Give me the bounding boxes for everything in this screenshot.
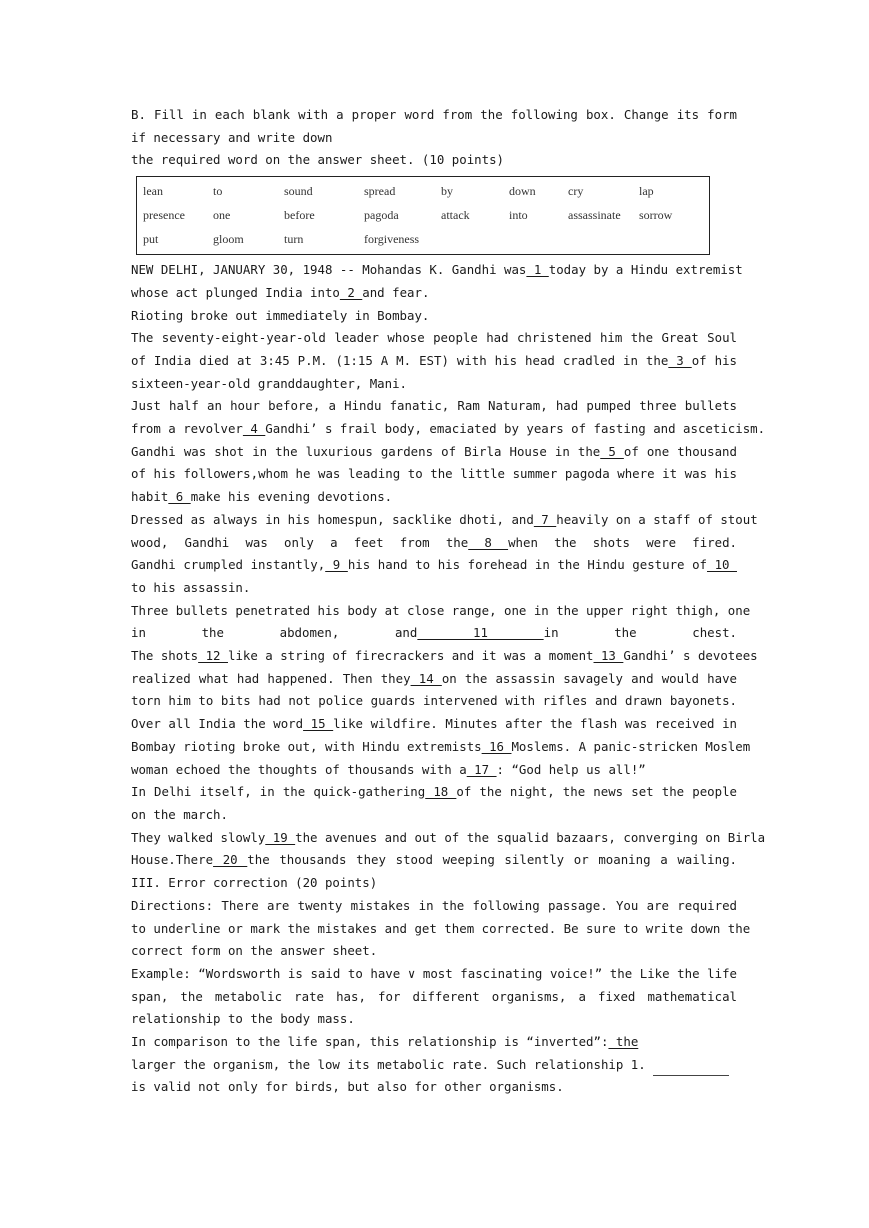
passage-text: Dressed as always in his homespun, sacklike dhoti, and: [131, 511, 534, 527]
passage-line: [131, 327, 737, 350]
passage-line: [131, 259, 743, 282]
blank-number: 10: [707, 557, 737, 573]
passage-line: [131, 736, 751, 759]
passage-text: Moslems. A panic-stricken Moslem: [511, 738, 751, 754]
passage-line: [131, 373, 737, 396]
passage-line: [131, 849, 737, 872]
passage-text: in the chest.: [543, 625, 737, 641]
passage-text: Over all India the word: [131, 716, 304, 732]
passage-text: realized what had happened. Then they: [131, 670, 411, 686]
passage-text: of the night, the news set the people: [456, 784, 737, 800]
passage-text: Just half an hour before, a Hindu fanatic, Ram Naturam, had pumped three bullets: [131, 398, 737, 414]
passage-text: torn him to bits had not police guards intervened with rifles and drawn bayonets.: [131, 693, 737, 709]
passage-line: [131, 668, 737, 691]
word-box-word: sorrow: [639, 208, 673, 223]
blank-number: 4: [242, 421, 266, 437]
passage-text: in the abdomen, and: [131, 625, 418, 641]
blank-number: 9: [325, 557, 348, 573]
directions-line-2: to underline or mark the mistakes and get them corrected. Be sure to write down the: [131, 920, 751, 936]
passage-line: [131, 645, 758, 668]
section-b-instruction-line-2: if necessary and write down: [131, 129, 333, 145]
blank-number: 18: [425, 784, 457, 800]
passage-text: make his evening devotions.: [190, 489, 393, 505]
example-line-1: Example: “Wordsworth is said to have ∨ most fascinating voice!” the Like the life: [131, 965, 737, 981]
word-box-word: into: [509, 208, 528, 223]
blank-number: 13: [593, 648, 624, 664]
document-page: [131, 104, 766, 1099]
passage-text: of his followers,whom he was leading to the little summer pagoda where it was his: [131, 466, 737, 482]
passage-text: of his: [691, 352, 737, 368]
word-box-word: to: [213, 184, 223, 199]
section-iii-heading: III. Error correction (20 points): [131, 875, 378, 891]
section-b-instruction-line-3: the required word on the answer sheet. (10 points): [131, 152, 504, 168]
word-box-word: presence: [143, 208, 185, 223]
passage-text: and fear.: [362, 284, 430, 300]
passage-text: The shots: [131, 648, 199, 664]
passage-line: [131, 781, 737, 804]
passage-line: [131, 509, 758, 532]
passage-text: Gandhi’ s frail body, emaciated by years of fasting and asceticism.: [265, 421, 766, 437]
passage-text: In Delhi itself, in the quick-gathering: [131, 784, 426, 800]
passage-text: The seventy-eight-year-old leader whose people had christened him the Great Soul: [131, 330, 737, 346]
passage-text: : “God help us all!”: [496, 761, 646, 777]
passage-line: [131, 690, 737, 713]
error-passage-line-1: [131, 1031, 737, 1054]
passage-text: House.There: [131, 852, 214, 868]
passage-text: of one thousand: [623, 443, 737, 459]
word-box-word: forgiveness: [364, 232, 420, 247]
passage-line: [131, 486, 737, 509]
section-b-instruction-line-1: B. Fill in each blank with a proper word from the following box. Change its form: [131, 107, 737, 122]
passage-text: woman echoed the thoughts of thousands with a: [131, 761, 467, 777]
error-passage-text: larger the organism, the low its metabolic rate. Such relationship 1.: [131, 1056, 646, 1072]
passage-text: Gandhi’ s devotees: [623, 648, 758, 664]
word-box-word: spread: [364, 184, 396, 199]
passage-text: today by a Hindu extremist: [548, 262, 743, 278]
blank-number: 12: [198, 648, 228, 664]
passage-text: from a revolver: [131, 421, 243, 437]
error-passage-line-3: is valid not only for birds, but also for other organisms.: [131, 1079, 564, 1095]
word-box-row: [143, 203, 709, 227]
blank-number: 3: [668, 352, 692, 368]
word-box-word: lean: [143, 184, 163, 199]
passage-line: [131, 577, 737, 600]
passage-text: like wildfire. Minutes after the flash was received in: [333, 716, 737, 732]
passage-line: [131, 713, 737, 736]
word-box-row: [143, 179, 709, 203]
word-box-word: cry: [568, 184, 584, 199]
word-box-word: lap: [639, 184, 654, 199]
passage-text: whose act plunged India into: [131, 284, 340, 300]
blank-number: 1: [526, 262, 549, 278]
blank-number: 17: [466, 761, 497, 777]
passage-text: the thousands they stood weeping silently or moaning a wailing.: [247, 852, 738, 868]
word-box-word: before: [284, 208, 315, 223]
blank-number: 7: [533, 511, 557, 527]
passage-line: [131, 282, 737, 305]
blank-number: 14: [410, 670, 442, 686]
word-box-word: attack: [441, 208, 470, 223]
passage-line: [131, 463, 737, 486]
word-box-word: turn: [284, 232, 304, 247]
blank-number: 8: [468, 534, 509, 550]
directions-line-1: Directions: There are twenty mistakes in the following passage. You are required: [131, 897, 737, 913]
passage-text: to his assassin.: [131, 579, 251, 595]
passage-text: his hand to his forehead in the Hindu gesture of: [347, 557, 708, 573]
passage-text: NEW DELHI, JANUARY 30, 1948 -- Mohandas K. Gandhi was: [131, 262, 527, 278]
passage-line: [131, 622, 737, 645]
passage-line: [131, 395, 737, 418]
passage-line: [131, 600, 751, 623]
word-box-word: pagoda: [364, 208, 399, 223]
passage-text: when the shots were fired.: [508, 534, 737, 550]
passage-line: [131, 350, 737, 373]
directions-line-3: correct form on the answer sheet.: [131, 943, 378, 959]
example-line-2: span, the metabolic rate has, for different organisms, a fixed mathematical: [131, 988, 737, 1004]
blank-number: 5: [600, 443, 624, 459]
cloze-passage: [131, 259, 766, 872]
word-box-word: one: [213, 208, 231, 223]
passage-text: heavily on a staff of stout: [556, 511, 758, 527]
blank-number: 6: [168, 489, 191, 505]
passage-line: [131, 804, 737, 827]
blank-number: 20: [213, 852, 248, 868]
passage-text: on the assassin savagely and would have: [441, 670, 738, 686]
passage-text: Gandhi was shot in the luxurious gardens of Birla House in the: [131, 443, 601, 459]
passage-text: like a string of firecrackers and it was a moment: [227, 648, 594, 664]
word-box-word: sound: [284, 184, 313, 199]
word-box-word: put: [143, 232, 159, 247]
word-box-word: by: [441, 184, 453, 199]
passage-text: Gandhi crumpled instantly,: [131, 557, 326, 573]
error-passage-text: In comparison to the life span, this relationship is “inverted”:: [131, 1034, 609, 1050]
answer-blank: [653, 1061, 729, 1076]
word-box-word: gloom: [213, 232, 244, 247]
passage-text: Three bullets penetrated his body at close range, one in the upper right thigh, one: [131, 602, 751, 618]
blank-number: 11: [417, 625, 544, 641]
passage-line: [131, 759, 737, 782]
passage-line: [131, 305, 737, 328]
passage-text: Rioting broke out immediately in Bombay.: [131, 307, 430, 323]
passage-line: [131, 441, 737, 464]
blank-number: 19: [265, 829, 296, 845]
underlined-word: the: [608, 1034, 639, 1050]
passage-text: of India died at 3:45 P.M. (1:15 A M. EST) with his head cradled in the: [131, 352, 669, 368]
error-passage-line-2: [131, 1054, 737, 1077]
word-box-word: down: [509, 184, 536, 199]
word-box-row: [143, 227, 709, 251]
passage-line: [131, 532, 737, 555]
word-box-word: assassinate: [568, 208, 621, 223]
passage-text: on the march.: [131, 806, 228, 822]
word-box: [136, 176, 710, 255]
blank-number: 16: [481, 738, 512, 754]
passage-line: [131, 554, 737, 577]
passage-text: They walked slowly: [131, 829, 266, 845]
blank-number: 2: [339, 284, 363, 300]
passage-text: wood, Gandhi was only a feet from the: [131, 534, 469, 550]
passage-text: habit: [131, 489, 169, 505]
passage-text: the avenues and out of the squalid bazaars, converging on Birla: [295, 829, 766, 845]
passage-text: sixteen-year-old granddaughter, Mani.: [131, 375, 408, 391]
blank-number: 15: [303, 716, 334, 732]
passage-line: [131, 418, 766, 441]
passage-text: Bombay rioting broke out, with Hindu extremists: [131, 738, 482, 754]
passage-line: [131, 827, 766, 850]
example-line-3: relationship to the body mass.: [131, 1011, 355, 1027]
